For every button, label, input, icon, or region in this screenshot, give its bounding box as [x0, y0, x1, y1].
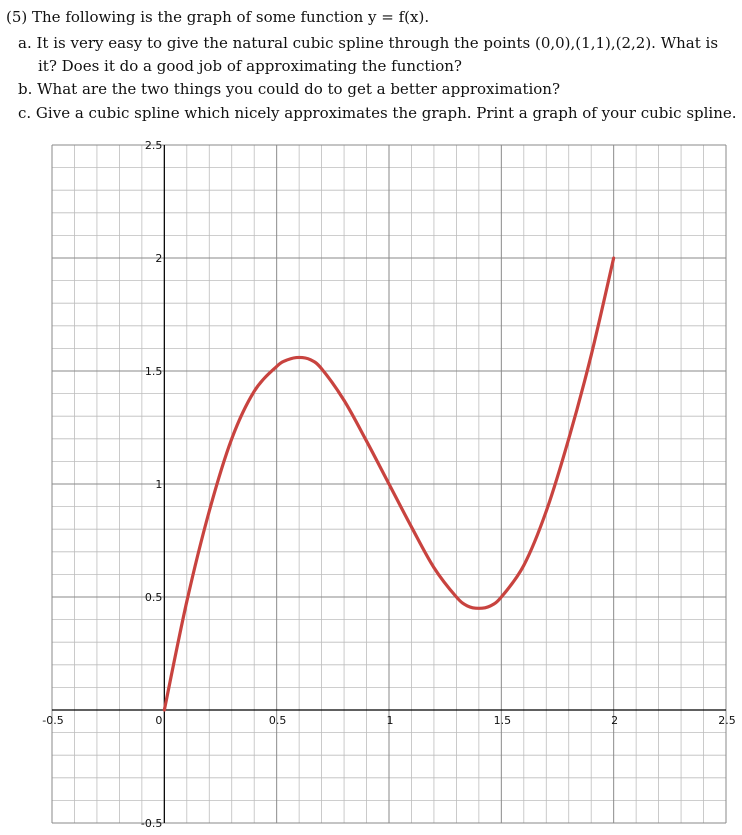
problem-header: (5) The following is the graph of some function y = f(x). — [6, 8, 430, 26]
x-tick-label: 2 — [611, 714, 619, 727]
x-tick-labels — [42, 714, 735, 727]
part-b: b. What are the two things you could do to get a better approximation? — [18, 80, 561, 98]
x-tick-label: 0.5 — [268, 714, 287, 727]
y-tick-label: -0.5 — [140, 817, 163, 830]
x-tick-label: -0.5 — [42, 714, 64, 727]
part-c: c. Give a cubic spline which nicely approximates the graph. Print a graph of your cubic spline. — [18, 104, 737, 122]
part-a-line1: a. It is very easy to give the natural cubic spline through the points (0,0),(1,1),(2,2). What is — [18, 34, 719, 52]
y-tick-label: 0.5 — [144, 591, 163, 604]
y-tick-label: 1 — [155, 478, 163, 491]
y-tick-label: 2.5 — [144, 139, 163, 152]
x-tick-label: 0 — [155, 714, 163, 727]
x-tick-label: 1.5 — [493, 714, 512, 727]
x-tick-label: 2.5 — [718, 714, 736, 727]
y-tick-label: 1.5 — [144, 365, 163, 378]
part-a-line2: it? Does it do a good job of approximating the function? — [38, 57, 462, 75]
y-tick-label: 2 — [155, 252, 163, 265]
x-tick-label: 1 — [386, 714, 394, 727]
